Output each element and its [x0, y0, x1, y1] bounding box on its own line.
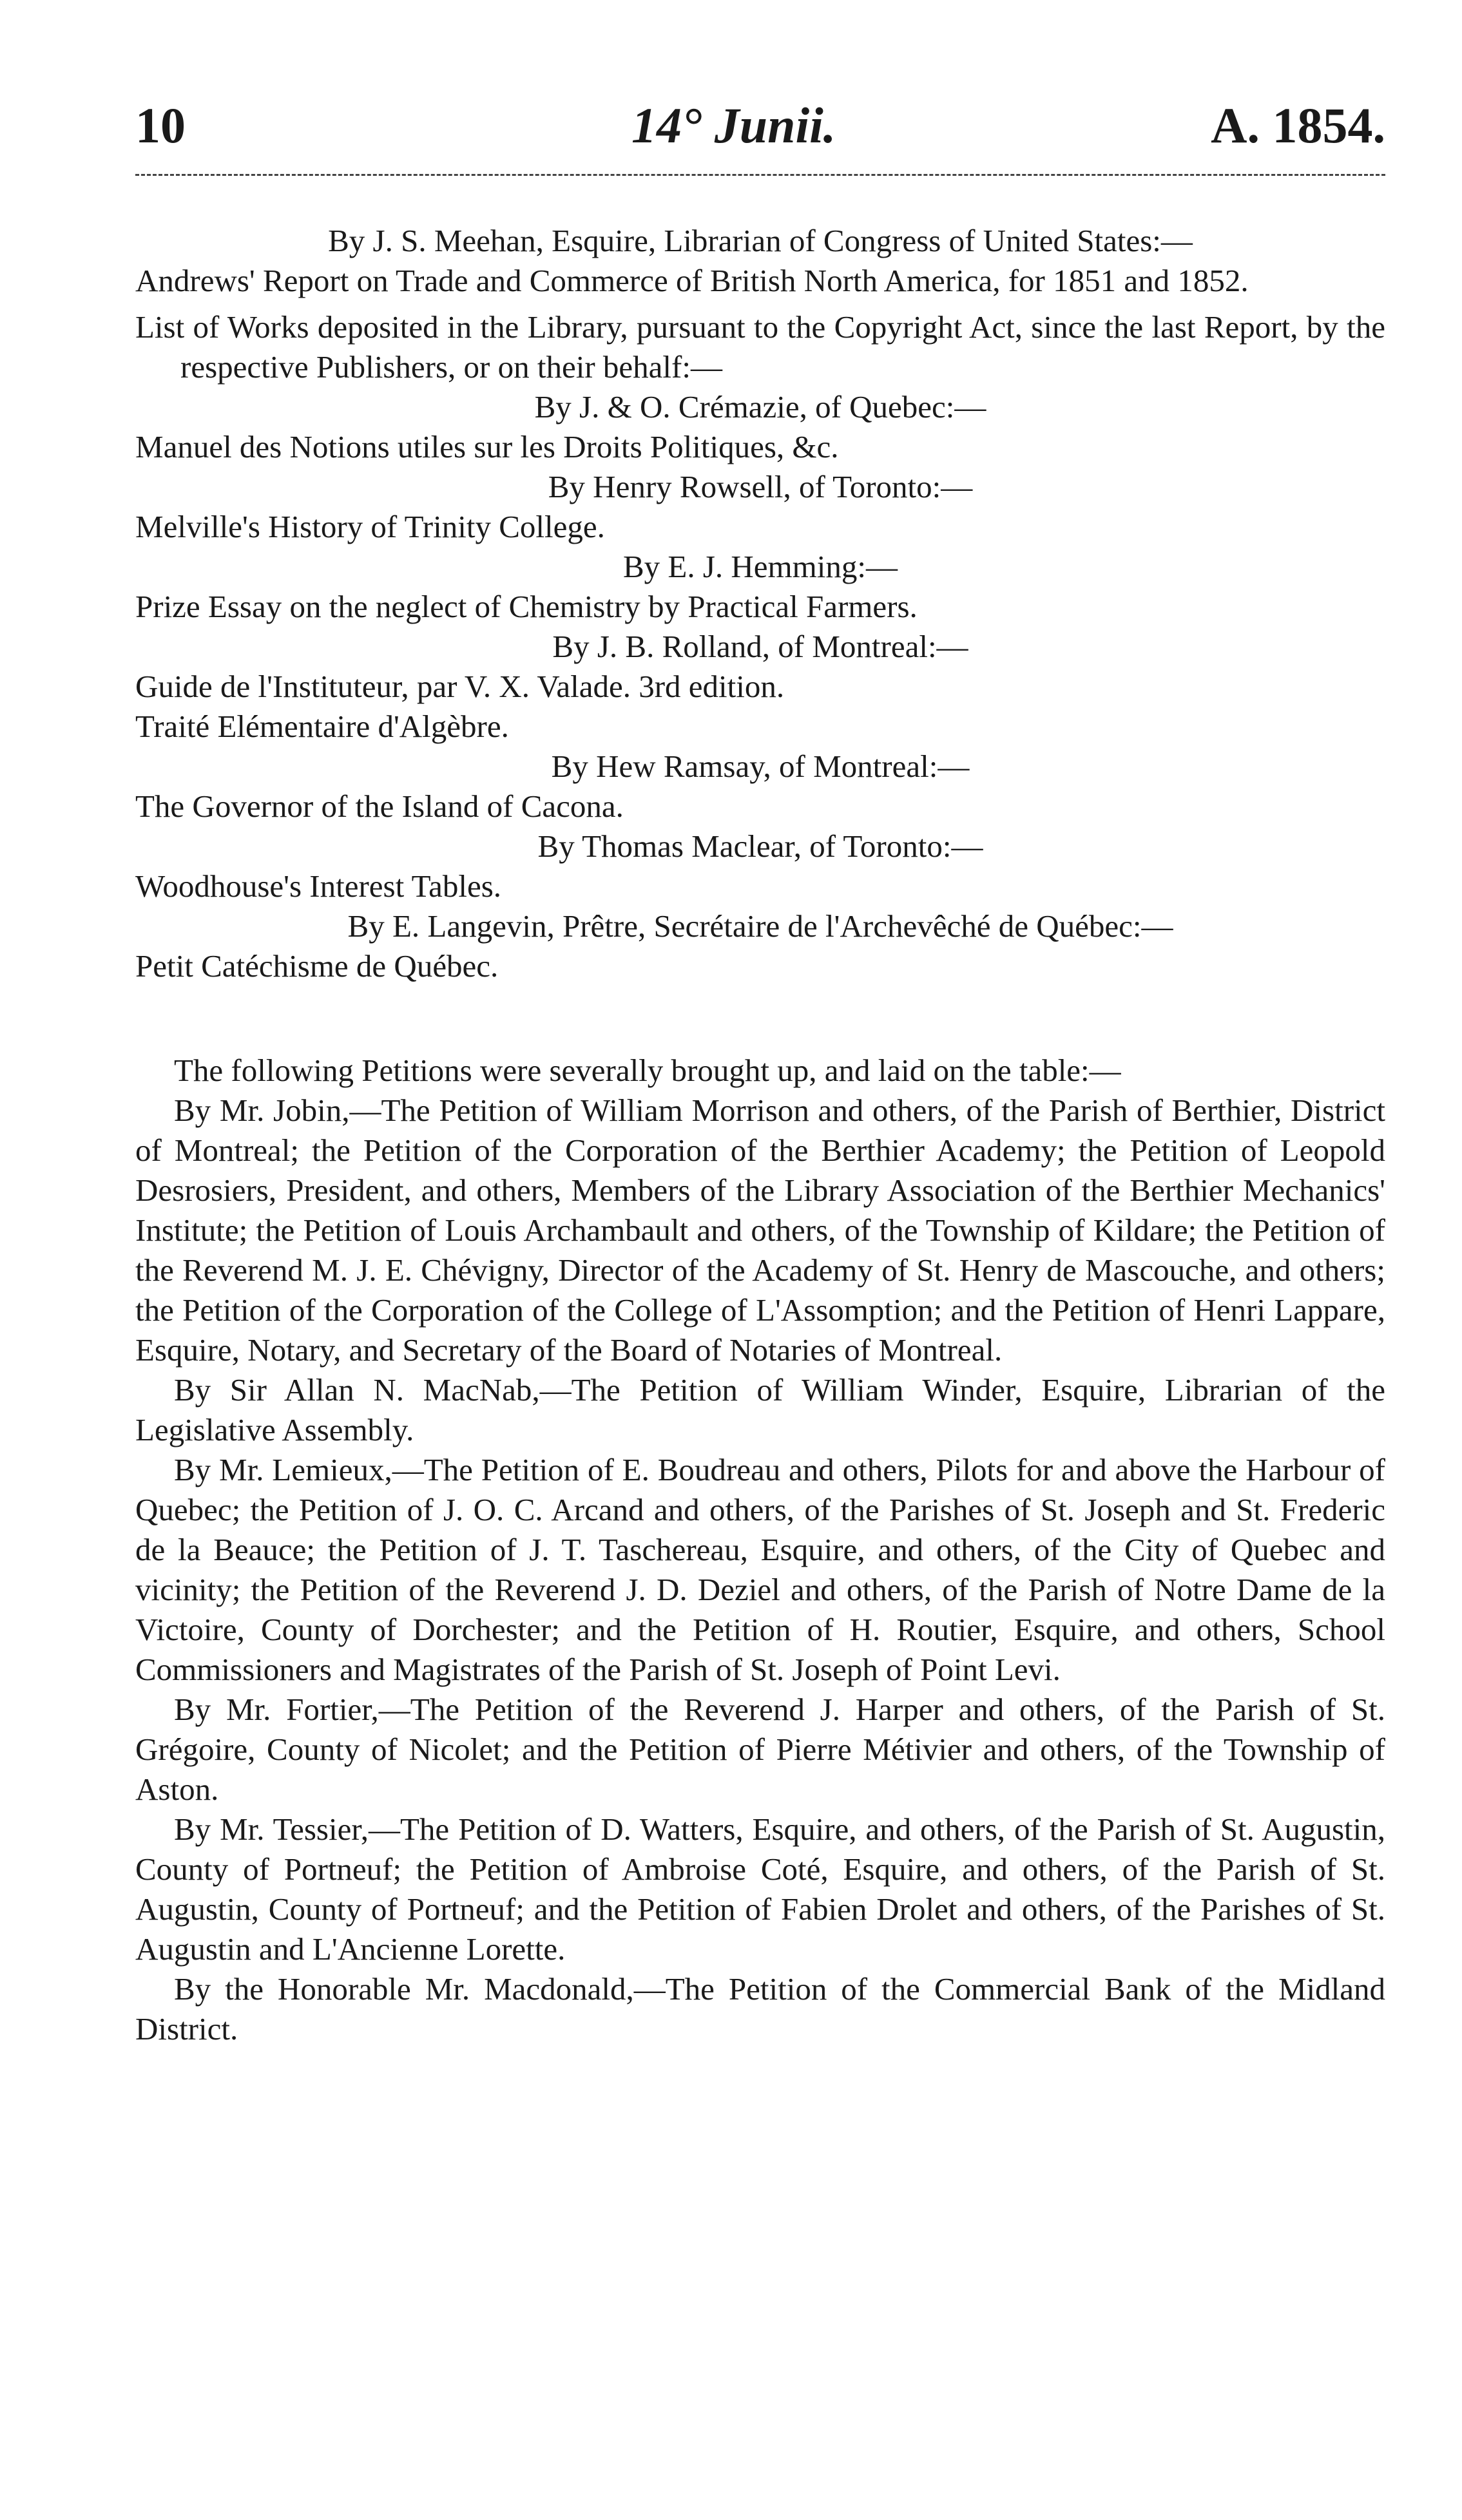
petition-paragraph: By Mr. Tessier,—The Petition of D. Watters, Esquire, and others, of the Parish of St. Augustin, County of Portneuf; the Petition of Ambroise Coté, Esquire, and others, of the Parish of St. Augustin, County of Portneuf; and the Petition of Fabien Drolet and others, of the Parishes of St. Augustin and L'Ancienne Lorette.: [135, 1811, 1385, 1967]
donor-line: By Hew Ramsay, of Montreal:—: [551, 749, 970, 784]
running-head: [135, 97, 1385, 174]
donated-work: Melville's History of Trinity College.: [135, 509, 605, 544]
donated-work: Manuel des Notions utiles sur les Droits Politiques, &c.: [135, 429, 839, 464]
document-page: [135, 97, 1385, 2049]
header-date: 14° Junii.: [631, 97, 836, 153]
petitions-intro: The following Petitions were severally brought up, and laid on the table:—: [174, 1053, 1121, 1088]
donations-section: [135, 221, 1385, 986]
header-rule: [135, 174, 1385, 176]
header-year: A. 1854.: [1211, 97, 1385, 153]
donated-work: The Governor of the Island of Cacona.: [135, 788, 624, 824]
petition-paragraph: By Sir Allan N. MacNab,—The Petition of William Winder, Esquire, Librarian of the Legislative Assembly.: [135, 1372, 1385, 1447]
donor-line: By J. S. Meehan, Esquire, Librarian of Congress of United States:—: [328, 223, 1193, 258]
donated-work: Guide de l'Instituteur, par V. X. Valade. 3rd edition.: [135, 669, 785, 704]
donor-line: By J. & O. Crémazie, of Quebec:—: [534, 389, 986, 425]
donated-work: List of Works deposited in the Library, pursuant to the Copyright Act, since the last Report, by the respective Publishers, or on their behalf:—: [135, 309, 1385, 385]
petition-paragraph: By Mr. Lemieux,—The Petition of E. Boudreau and others, Pilots for and above the Harbour of Quebec; the Petition of J. O. C. Arcand and others, of the Parishes of St. Joseph and St. Frederic de la Beauce; the Petition of J. T. Taschereau, Esquire, and others, of the City of Quebec and vicinity; the Petition of the Reverend J. D. Deziel and others, of the Parish of Notre Dame de la Victoire, County of Dorchester; and the Petition of H. Routier, Esquire, and others, School Commissioners and Magistrates of the Parish of St. Joseph of Point Levi.: [135, 1452, 1385, 1687]
page-number: 10: [135, 97, 186, 153]
donated-work: Petit Catéchisme de Québec.: [135, 948, 499, 984]
donated-work: Andrews' Report on Trade and Commerce of British North America, for 1851 and 1852.: [135, 263, 1249, 298]
petition-paragraph: By the Honorable Mr. Macdonald,—The Petition of the Commercial Bank of the Midland District.: [135, 1971, 1385, 2047]
donor-line: By E. Langevin, Prêtre, Secrétaire de l'Archevêché de Québec:—: [347, 908, 1173, 944]
donated-work: Woodhouse's Interest Tables.: [135, 868, 502, 904]
donated-work: Traité Elémentaire d'Algèbre.: [135, 709, 509, 744]
petitions-section: [135, 1051, 1385, 2049]
donor-line: By J. B. Rolland, of Montreal:—: [552, 629, 968, 664]
donor-line: By E. J. Hemming:—: [622, 549, 898, 584]
petition-paragraph: By Mr. Jobin,—The Petition of William Morrison and others, of the Parish of Berthier, District of Montreal; the Petition of the Corporation of the Berthier Academy; the Petition of Leopold Desrosiers, President, and others, Members of the Library Association of the Berthier Mechanics' Institute; the Petition of Louis Archambault and others, of the Township of Kildare; the Petition of the Reverend M. J. E. Chévigny, Director of the Academy of St. Henry de Mascouche, and others; the Petition of the Corporation of the College of L'Assomption; and the Petition of Henri Lappare, Esquire, Notary, and Secretary of the Board of Notaries of Montreal.: [135, 1093, 1385, 1368]
donor-line: By Thomas Maclear, of Toronto:—: [537, 828, 983, 864]
donated-work: Prize Essay on the neglect of Chemistry by Practical Farmers.: [135, 589, 918, 624]
petition-paragraph: By Mr. Fortier,—The Petition of the Reverend J. Harper and others, of the Parish of St. Grégoire, County of Nicolet; and the Petition of Pierre Métivier and others, of the Township of Aston.: [135, 1692, 1385, 1807]
donor-line: By Henry Rowsell, of Toronto:—: [548, 469, 973, 504]
